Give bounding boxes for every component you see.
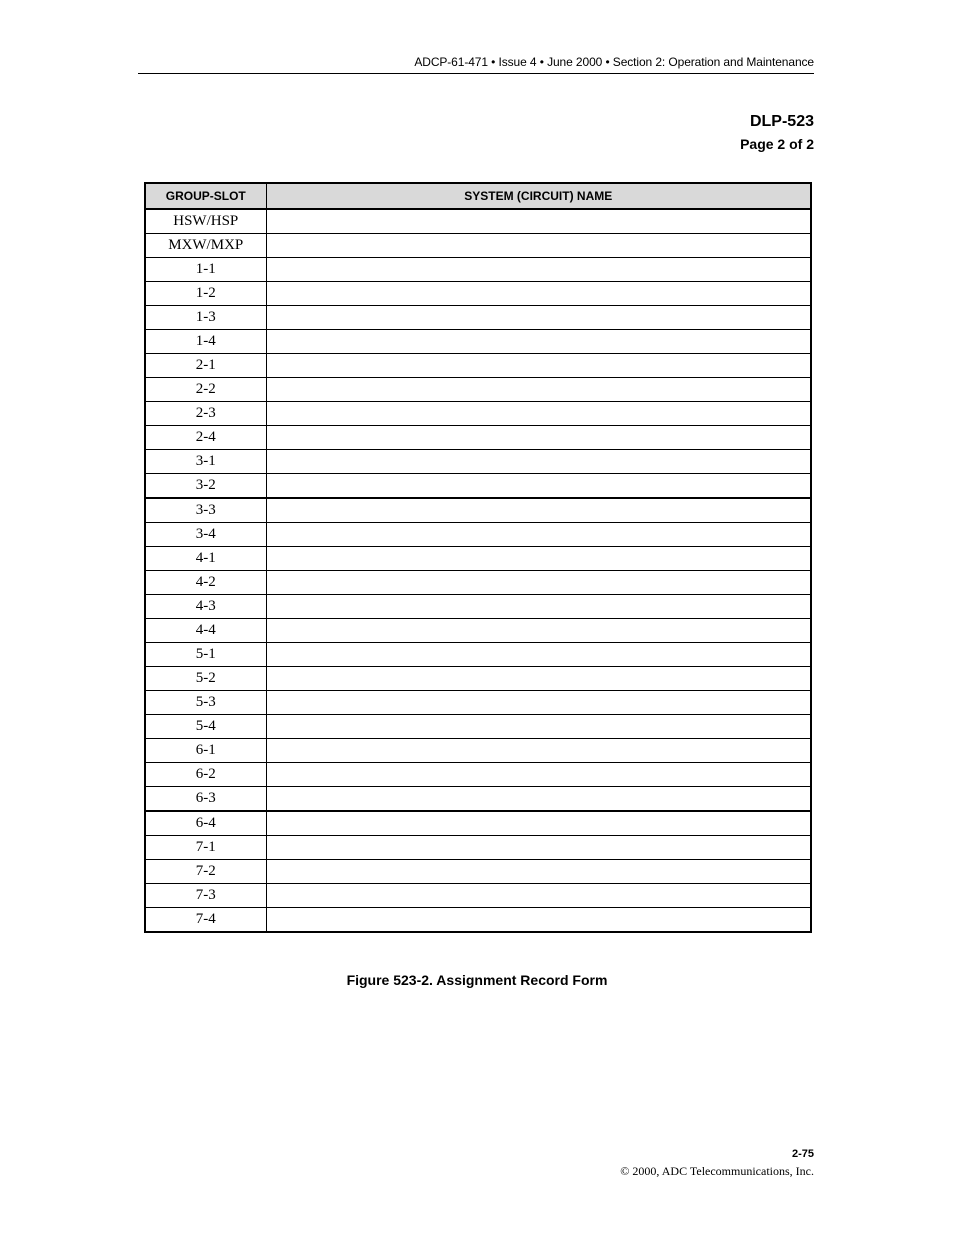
table-row xyxy=(145,860,811,884)
system-name-cell[interactable] xyxy=(266,306,811,330)
group-slot-cell: 4-3 xyxy=(145,595,266,619)
system-name-cell[interactable] xyxy=(266,450,811,474)
group-slot-cell: 7-2 xyxy=(145,860,266,884)
system-name-cell[interactable] xyxy=(266,715,811,739)
procedure-page: Page 2 of 2 xyxy=(740,136,814,152)
table-row xyxy=(145,787,811,812)
table-row xyxy=(145,523,811,547)
group-slot-cell: 5-1 xyxy=(145,643,266,667)
table-row xyxy=(145,282,811,306)
group-slot-cell: 2-4 xyxy=(145,426,266,450)
table-row xyxy=(145,667,811,691)
table-row xyxy=(145,234,811,258)
table-row xyxy=(145,378,811,402)
table-row xyxy=(145,691,811,715)
group-slot-cell: 4-1 xyxy=(145,547,266,571)
group-slot-cell: 4-2 xyxy=(145,571,266,595)
group-slot-cell: 6-4 xyxy=(145,811,266,836)
group-slot-cell: 5-4 xyxy=(145,715,266,739)
system-name-cell[interactable] xyxy=(266,643,811,667)
table-row xyxy=(145,571,811,595)
column-header-system-name: SYSTEM (CIRCUIT) NAME xyxy=(266,183,811,209)
group-slot-cell: 7-3 xyxy=(145,884,266,908)
system-name-cell[interactable] xyxy=(266,547,811,571)
system-name-cell[interactable] xyxy=(266,667,811,691)
system-name-cell[interactable] xyxy=(266,354,811,378)
system-name-cell[interactable] xyxy=(266,402,811,426)
table-row xyxy=(145,884,811,908)
assignment-record-table xyxy=(144,182,812,933)
group-slot-cell: 7-1 xyxy=(145,836,266,860)
group-slot-cell: MXW/MXP xyxy=(145,234,266,258)
figure-caption: Figure 523-2. Assignment Record Form xyxy=(346,972,608,988)
system-name-cell[interactable] xyxy=(266,811,811,836)
system-name-cell[interactable] xyxy=(266,691,811,715)
group-slot-cell: 6-1 xyxy=(145,739,266,763)
system-name-cell[interactable] xyxy=(266,619,811,643)
table-row xyxy=(145,498,811,523)
group-slot-cell: HSW/HSP xyxy=(145,209,266,234)
table-row xyxy=(145,908,811,933)
page-number: 2-75 xyxy=(791,1148,814,1160)
table-header-row xyxy=(145,183,811,209)
system-name-cell[interactable] xyxy=(266,330,811,354)
table-row xyxy=(145,836,811,860)
group-slot-cell: 1-3 xyxy=(145,306,266,330)
running-header: ADCP-61-471 • Issue 4 • June 2000 • Section 2: Operation and Maintenance xyxy=(414,55,814,69)
table-row xyxy=(145,209,811,234)
table-row xyxy=(145,811,811,836)
system-name-cell[interactable] xyxy=(266,282,811,306)
table-row xyxy=(145,426,811,450)
group-slot-cell: 6-3 xyxy=(145,787,266,812)
group-slot-cell: 1-4 xyxy=(145,330,266,354)
system-name-cell[interactable] xyxy=(266,474,811,499)
system-name-cell[interactable] xyxy=(266,426,811,450)
system-name-cell[interactable] xyxy=(266,234,811,258)
header-rule xyxy=(138,73,814,74)
group-slot-cell: 1-1 xyxy=(145,258,266,282)
group-slot-cell: 2-1 xyxy=(145,354,266,378)
system-name-cell[interactable] xyxy=(266,595,811,619)
group-slot-cell: 2-2 xyxy=(145,378,266,402)
system-name-cell[interactable] xyxy=(266,523,811,547)
system-name-cell[interactable] xyxy=(266,787,811,812)
procedure-id: DLP-523 xyxy=(749,113,814,130)
system-name-cell[interactable] xyxy=(266,571,811,595)
system-name-cell[interactable] xyxy=(266,209,811,234)
table-row xyxy=(145,402,811,426)
system-name-cell[interactable] xyxy=(266,836,811,860)
group-slot-cell: 5-2 xyxy=(145,667,266,691)
table-row xyxy=(145,258,811,282)
group-slot-cell: 2-3 xyxy=(145,402,266,426)
group-slot-cell: 5-3 xyxy=(145,691,266,715)
table-row xyxy=(145,450,811,474)
table-row xyxy=(145,763,811,787)
table-row xyxy=(145,619,811,643)
group-slot-cell: 3-4 xyxy=(145,523,266,547)
system-name-cell[interactable] xyxy=(266,884,811,908)
table-body xyxy=(145,209,811,932)
group-slot-cell: 3-3 xyxy=(145,498,266,523)
system-name-cell[interactable] xyxy=(266,763,811,787)
system-name-cell[interactable] xyxy=(266,860,811,884)
table-row xyxy=(145,547,811,571)
table-row xyxy=(145,715,811,739)
group-slot-cell: 3-1 xyxy=(145,450,266,474)
group-slot-cell: 7-4 xyxy=(145,908,266,933)
table-row xyxy=(145,330,811,354)
system-name-cell[interactable] xyxy=(266,908,811,933)
group-slot-cell: 4-4 xyxy=(145,619,266,643)
group-slot-cell: 1-2 xyxy=(145,282,266,306)
system-name-cell[interactable] xyxy=(266,739,811,763)
group-slot-cell: 3-2 xyxy=(145,474,266,499)
table-row xyxy=(145,354,811,378)
system-name-cell[interactable] xyxy=(266,498,811,523)
system-name-cell[interactable] xyxy=(266,258,811,282)
table-row xyxy=(145,739,811,763)
table-row xyxy=(145,595,811,619)
table-row xyxy=(145,474,811,499)
copyright: © 2000, ADC Telecommunications, Inc. xyxy=(620,1164,814,1178)
group-slot-cell: 6-2 xyxy=(145,763,266,787)
system-name-cell[interactable] xyxy=(266,378,811,402)
column-header-group-slot: GROUP-SLOT xyxy=(145,183,266,209)
table-row xyxy=(145,306,811,330)
table-row xyxy=(145,643,811,667)
